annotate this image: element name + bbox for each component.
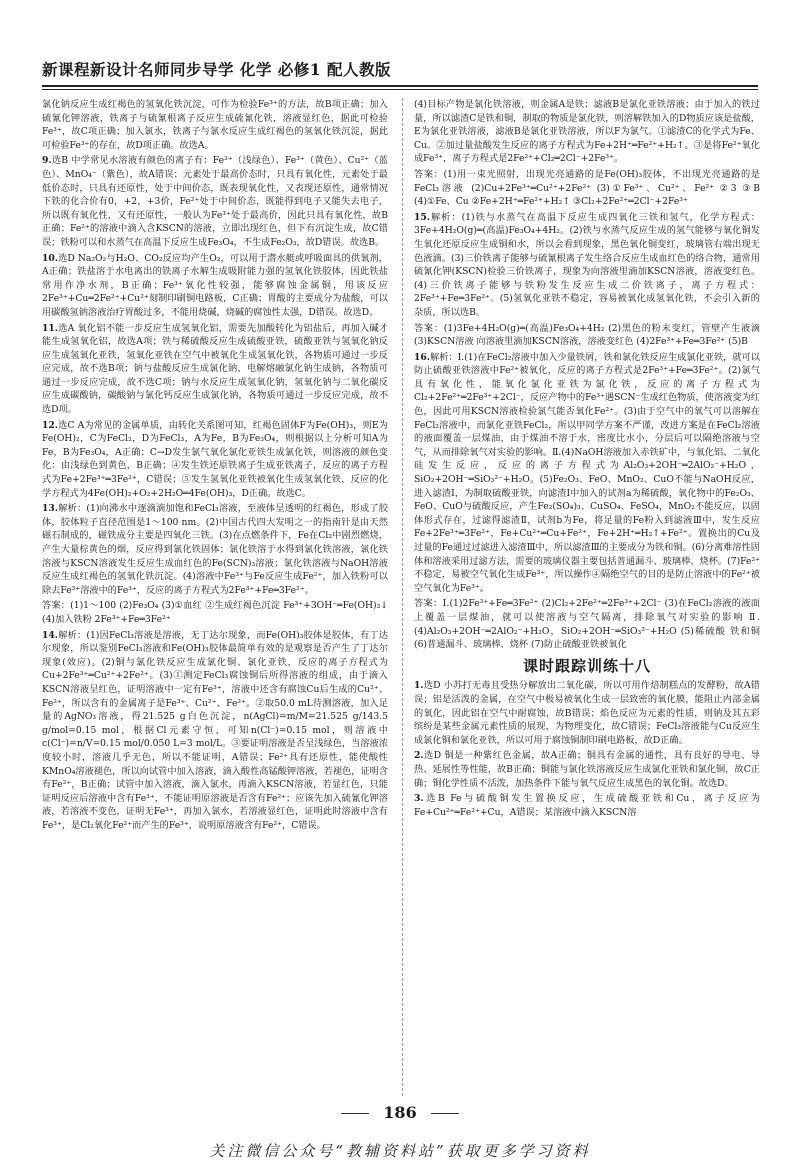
question-number: 3. — [414, 793, 424, 805]
page-header: 新课程新设计名师同步导学 化学 必修1 配人教版 — [42, 60, 391, 79]
paragraph-text: 选C A为常见的金属单质，由转化关系图可知，红褐色固体F为Fe(OH)₃，则E为Fe(OH)₂，C为FeCl₂，D为FeCl₃，A为Fe，B为Fe₃O₄，则根据以上分析可知A为Fe，B为Fe₃O₄，A正确；C→D发生氯气氧化氯化亚铁生成氯化铁，则溶液的颜色变化：由浅绿色到黄色，B正确；④发生铁还原铁离子生成亚铁离子，反应的离子方程式为Fe+2Fe³⁺═3Fe²⁺，C错误；⑤发生氢氧化亚铁被氧化生成氢氧化铁，反应的化学方程式为4Fe(OH)₂+O₂+2H₂O═4Fe(OH)₃，D正确。故选C。 — [42, 419, 388, 499]
paragraph-text: 选D 小苏打无毒且受热分解放出二氧化碳，所以可用作焙制糕点的发酵粉，故A错误；铝是活泼的金属，在空气中极易被氧化生成一层致密的氧化膜，能阻止内部金属的氧化，因此铝在空气中耐腐蚀，故B错误；焰色反应为元素的性质，则钠及其五彩缤纷是某些金属元素性质的展现，为物理变化，故C错误；FeCl₃溶液能与Cu反应生成氯化铜和氯化亚铁，所以可用于腐蚀铜制印刷电路板，故D正确。 — [414, 680, 760, 746]
question-number: 14. — [42, 629, 58, 641]
header-rule-thin — [42, 89, 758, 90]
page-number-dash-right — [431, 1113, 459, 1114]
question-number: 12. — [42, 419, 58, 431]
question-number: 13. — [42, 503, 58, 515]
solution-paragraph — [42, 419, 388, 501]
paragraph-text: 选B Fe与硫酸铜发生置换反应，生成硫酸亚铁和Cu，离子反应为Fe+Cu²⁺═Fe²⁺+Cu，A错误；某溶液中滴入KSCN溶 — [414, 793, 760, 818]
paragraph-text: 解析：(1)向沸水中逐滴滴加饱和FeCl₃溶液，至液体呈透明的红褐色，形成了胶体，胶体粒子直径范围是1～100 nm。(2)中国古代四大发明之一的指南针是由天然磁石制成的，磁铁成分主要是四氧化三铁。(3)在点燃条件下，Fe在Cl₂中剧烈燃烧，产生大量棕黄色的烟，反应得到氯化铁固体；氯化铁溶于水得到氯化铁溶液，氯化铁溶液与KSCN溶液发生反应生成血红色的Fe(SCN)₃溶液；氯化铁溶液与NaOH溶液反应生成红褐色的氢氧化铁沉淀。(4)溶液中Fe³⁺与Fe反应生成Fe²⁺，加入铁粉可以除去Fe³⁺溶液中的Fe³⁺，反应的离子方程式为2Fe³⁺+Fe═3Fe²⁺。 — [42, 503, 388, 596]
solution-paragraph — [414, 98, 760, 166]
paragraph-text: (4)目标产物是氯化铁溶液，则金属A是铁；滤液B是氯化亚铁溶液；由于加入的铁过量，所以滤渣C是铁和铜，制取的物质是氯化铁，则溶解铁加入的D物质应该是盐酸，E为氯化亚铁溶液，滤液B是氯化亚铁溶液，所以F为氯气。①滤渣C的化学式为Fe、Cu。②加过量盐酸发生反应的离子方程式为Fe+2H⁺═Fe²⁺+H₂↑。③是将Fe²⁺氧化成Fe³⁺，离子方程式是2Fe²⁺+Cl₂═2Cl⁻+2Fe³⁺。 — [414, 99, 760, 165]
header-rule-thick — [42, 85, 758, 87]
solution-paragraph — [414, 749, 760, 790]
paragraph-text: 答案：(1)3Fe+4H₂O(g)═(高温)Fe₃O₄+4H₂ (2)黑色的粉末变红，管壁产生液滴 (3)KSCN溶液 向溶液里滴加KSCN溶液，溶液变红色 (4)2Fe³⁺+Fe═3Fe²⁺ (5)B — [414, 322, 760, 348]
paragraph-text: 选A 氧化铝不能一步反应生成氢氧化铝，需要先加酸转化为铝盐后，再加入碱才能生成氢氧化铝，故选A项；铁与稀硫酸反应生成硫酸亚铁，硫酸亚铁与氢氧化钠反应生成氢氧化亚铁，氢氧化亚铁在空气中被氧化生成氢氧化铁，各物质可通过一步反应完成，故不选B项；钠与盐酸反应生成氯化钠，电解熔融氯化钠生成钠，各物质可通过一步反应完成，故不选C项；钠与水反应生成氢氧化钠，氢氧化钠与二氧化碳反应生成碳酸钠，碳酸钠与氯化钙反应生成氯化钠，各物质可通过一步反应完成，故不选D项。 — [42, 322, 388, 416]
answer-paragraph — [414, 597, 760, 651]
question-number: 2. — [414, 750, 424, 762]
paragraph-text: 解析：(1)铁与水蒸气在高温下反应生成四氧化三铁和氢气，化学方程式：3Fe+4H₂O(g)═(高温)Fe₃O₄+4H₂。(2)铁与水蒸气反应生成的氢气能够与氧化铜发生氧化还原反应生成铜和水，所以会看到现象，黑色氧化铜变红，玻璃管右端出现无色液滴。(3)三价铁离子能够与硫氰根离子发生络合反应生成血红色的络合物，通常用硫氰化钾(KSCN)检验三价铁离子，现象为向溶液里滴加KSCN溶液，溶液变红色。(4)三价铁离子能够与铁粉发生反应生成二价铁离子，离子方程式：2Fe³⁺+Fe═3Fe²⁺。(5)氢氧化亚铁不稳定，容易被氧化成氢氧化铁，不会引入新的杂质，所以选B。 — [414, 211, 760, 318]
answer-paragraph — [414, 322, 760, 349]
paragraph-text: 答案：(1)用一束光照射，出现光亮通路的是Fe(OH)₃胶体，不出现光亮通路的是FeCl₃溶液 (2)Cu+2Fe³⁺═Cu²⁺+2Fe²⁺ (3)①Fe³⁺、Cu²⁺、Fe²⁺ ②3 ③B (4)①Fe、Cu ②Fe+2H⁺═Fe²⁺+H₂↑ ③Cl₂+2Fe²⁺═2Cl⁻+2Fe³⁺ — [414, 168, 760, 208]
column-divider — [402, 98, 403, 1096]
section-title: 课时跟踪训练十八 — [522, 656, 651, 675]
solution-paragraph — [42, 98, 388, 152]
page-number-dash-left — [341, 1113, 369, 1114]
paragraph-text: 选D Na₂O₂与H₂O、CO₂反应均产生O₂，可以用于潜水艇或呼吸面具的供氧剂，A正确；铁盐溶于水电离出的铁离子水解生成吸附能力强的氢氧化铁胶体，因此铁盐常用作净水剂，B正确；Fe³⁺氧化性较强，能够腐蚀金属铜，用该反应2Fe³⁺+Cu═2Fe²⁺+Cu²⁺刻制印刷铜电路板，C正确；胃酸的主要成分为盐酸，可以用碳酸氢钠溶液治疗胃酸过多，不能用烧碱，烧碱的腐蚀性太强，D错误。故选D。 — [42, 252, 388, 318]
question-number: 1. — [414, 680, 424, 692]
solution-paragraph — [414, 792, 760, 819]
paragraph-text: 解析：Ⅰ.(1)在FeCl₂溶液中加入少量铁屑，铁和氯化铁反应生成氯化亚铁，就可以防止硫酸亚铁溶液中Fe²⁺被氧化，反应的离子方程式是2Fe³⁺+Fe═3Fe²⁺。(2)氯气具有氧化性，能氧化氯化亚铁为氯化铁，反应的离子方程式为Cl₂+2Fe²⁺═2Fe³⁺+2Cl⁻，反应产物中的Fe³⁺遇SCN⁻生成红色物质，使溶液变为红色，因此可用KSCN溶液检验氯气能否氧化Fe²⁺。(3)由于空气中的氧气可以溶解在FeCl₂溶液中，而氯化亚铁FeCl₂，所以甲同学方案不严谨，改进方案是在FeCl₂溶液的液面覆盖一层煤油，由于煤油不溶于水，密度比水小，分层后可以隔绝溶液与空气，从而排除氧气对实验的影响。Ⅱ.(4)NaOH溶液加入赤铁矿中，与氧化铝、二氧化硅发生反应，反应的离子方程式为Al₂O₃+2OH⁻═2AlO₂⁻+H₂O，SiO₂+2OH⁻═SiO₃²⁻+H₂O。(5)Fe₂O₃、FeO、MnO₂、CuO不能与NaOH反应，进入滤渣Ⅰ，为制取硫酸亚铁，向滤渣Ⅰ中加入的试剂a为稀硫酸，氧化物中的Fe₂O₃、FeO、CuO与硫酸反应，产生Fe₂(SO₄)₃、CuSO₄、FeSO₄，MnO₂不能反应，以固体形式存在，过滤得滤渣Ⅱ，试剂b为Fe，将足量的Fe粉入到滤液Ⅲ中，发生反应Fe+2Fe³⁺═3Fe²⁺，Fe+Cu²⁺═Cu+Fe²⁺，Fe+2H⁺═H₂↑+Fe²⁺。置换出的Cu及过量的Fe通过过滤进入滤渣Ⅲ中，所以滤渣Ⅲ的主要成分为铁和铜。(6)分离难溶性固体和溶液采用过滤方法，需要的玻璃仪器主要包括普通漏斗、玻璃棒、烧杯。(7)Fe²⁺不稳定，易被空气氧化生成Fe³⁺，所以操作④隔绝空气的目的是防止溶液中的Fe²⁺被空气氧化为Fe³⁺。 — [414, 351, 760, 594]
paragraph-text: 氯化钠反应生成红褐色的氢氧化铁沉淀，可作为检验Fe³⁺的方法，故B项正确；加入硫氰化钾溶液，铁离子与硫氰根离子反应生成硫氰化铁，溶液显红色，据此可检验Fe³⁺，故C项正确；加入氯水，铁离子与氯水反应生成红褐色的氢氧化铁沉淀，据此可检验Fe³⁺的存在，故D项正确。故选A。 — [42, 99, 388, 151]
solution-paragraph — [42, 252, 388, 320]
solution-paragraph — [414, 679, 760, 747]
paragraph-text: 解析：(1)因FeCl₃溶液是溶液，无丁达尔现象，而Fe(OH)₃胶体是胶体，有丁达尔现象，所以鉴别FeCl₃溶液和Fe(OH)₃胶体最简单有效的是观察是否产生了丁达尔现象(效应)。(2)铜与氯化铁反应生成氯化铜、氯化亚铁，反应的离子方程式为Cu+2Fe³⁺═Cu²⁺+2Fe²⁺。(3)①测定FeCl₃腐蚀铜后所得溶液的组成，由于滴入KSCN溶液呈红色，证明溶液中一定有Fe³⁺，溶液中还含有腐蚀Cu后生成的Cu²⁺、Fe²⁺，所以含有的金属离子是Fe³⁺、Cu²⁺、Fe²⁺。②取50.0 mL待测溶液，加入足量的AgNO₃溶液，得21.525 g白色沉淀，n(AgCl)=m/M=21.525 g/143.5 g/mol=0.15 mol，根据Cl元素守恒，可知n(Cl⁻)=0.15 mol，则溶液中c(Cl⁻)=n/V=0.15 mol/0.050 L=3 mol/L。③要证明溶液是否呈浅绿色，当溶液浓度较小时，溶液几乎无色，所以不能证明，A错误；Fe²⁺具有还原性，能使酸性KMnO₄溶液褪色，所以向试管中加入溶液，滴入酸性高锰酸钾溶液，若褪色，证明含有Fe²⁺，B正确；试管中加入溶液，滴入氯水，再滴入KSCN溶液，若显红色，只能证明反应后溶液中含有Fe³⁺，不能证明原溶液是否含有Fe²⁺；应该先加入硫氰化钾溶液，若溶液不变色，证明无Fe³⁺，再加入氯水，若溶液显红色，证明此时溶液中含有Fe³⁺，是Cl₂氧化Fe²⁺而产生的Fe³⁺，说明原溶液含有Fe²⁺，C错误。 — [42, 629, 388, 831]
question-number: 11. — [42, 322, 58, 334]
question-number: 15. — [414, 211, 430, 223]
question-number: 9. — [42, 155, 52, 167]
question-number: 10. — [42, 252, 58, 264]
paragraph-text: 选B 中学常见水溶液有颜色的离子有：Fe²⁺（浅绿色）、Fe³⁺（黄色）、Cu²⁺（蓝色）、MnO₄⁻（紫色），故A错误；元素处于最高价态时，只具有氧化性，元素处于最低价态时，只具有还原性，处于中间价态，既表现氧化性，又表现还原性，通常情况下铁的化合价有0，+2，+3价，Fe²⁺处于中间价态，既能得到电子又能失去电子，所以既有氧化性，又有还原性，一般认为Fe³⁺处于最高价，因此只具有氧化性，故B正确；Fe²⁺的溶液中滴入含KSCN的溶液，立即出现红色，但下有沉淀生成，故C错误；铁粉可以和水蒸气在高温下反应生成Fe₃O₄，不生成Fe₂O₃，故D错误。故选B。 — [42, 155, 388, 248]
question-number: 16. — [414, 351, 430, 363]
right-column — [414, 98, 760, 1096]
page-number-row — [0, 1103, 800, 1122]
solution-paragraph — [42, 154, 388, 249]
solution-paragraph — [414, 351, 760, 596]
paragraph-text: 答案：(1)1～100 (2)Fe₃O₄ (3)①血红 ②生成红褐色沉淀 Fe³⁺+3OH⁻═Fe(OH)₃↓ (4)加入铁粉 2Fe³⁺+Fe═3Fe²⁺ — [42, 600, 388, 625]
solution-paragraph — [42, 502, 388, 597]
paragraph-text: 选D 铜是一种紫红色金属，故A正确；铜具有金属的通性，具有良好的导电、导热、延展性等性能，故B正确；铜能与氯化铁溶液反应生成氯化亚铁和氯化铜，故C正确；铜化学性质不活泼，加热条件下能与氧气反应生成黑色的氧化铜。故选D。 — [414, 750, 760, 789]
answer-paragraph — [414, 168, 760, 209]
solution-paragraph — [414, 211, 760, 320]
solution-paragraph — [42, 322, 388, 417]
footer-watermark: 关注微信公众号“教辅资料站”获取更多学习资料 — [209, 1142, 591, 1160]
solution-paragraph — [42, 629, 388, 833]
answer-paragraph — [42, 599, 388, 626]
page-number: 186 — [383, 1103, 417, 1122]
left-column — [42, 98, 388, 1096]
paragraph-text: 答案：Ⅰ.(1)2Fe³⁺+Fe═3Fe²⁺ (2)Cl₂+2Fe²⁺═2Fe³⁺+2Cl⁻ (3)在FeCl₂溶液的液面上覆盖一层煤油，就可以使溶液与空气隔离，排除氧气对实验的影响 Ⅱ.(4)Al₂O₃+2OH⁻═2AlO₂⁻+H₂O，SiO₂+2OH⁻═SiO₃²⁻+H₂O (5)稀硫酸 铁和铜 (6)普通漏斗、玻璃棒、烧杯 (7)防止硫酸亚铁被氧化 — [414, 598, 760, 651]
